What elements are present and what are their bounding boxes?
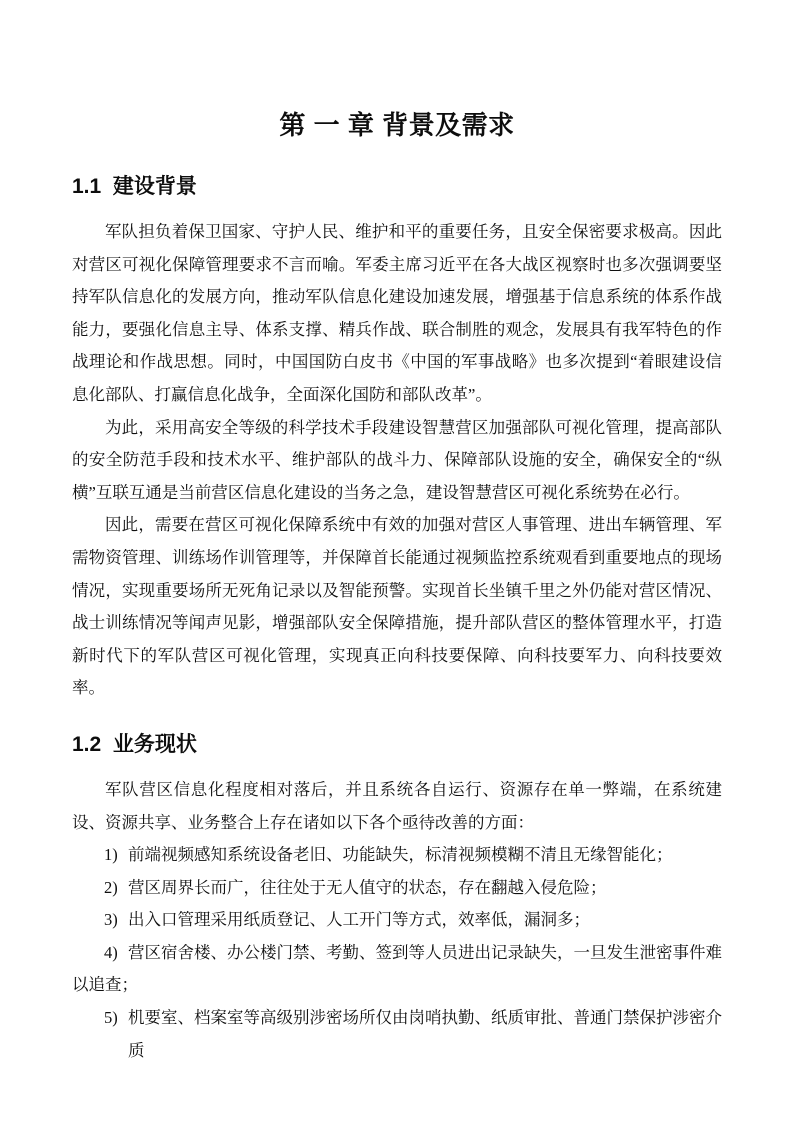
list-item [72,839,722,872]
list-item-text: 营区周界长而广，往往处于无人值守的状态，存在翻越入侵危险； [128,877,607,897]
section-heading-1-1: 1.1 建设背景 [72,175,197,198]
paragraph-1-2-1: 军队营区信息化程度相对落后，并且系统各自运行、资源存在单一弊端，在系统建设、资源共享、业务整合上存在诸如以下各个亟待改善的方面： [72,779,722,832]
list-item-marker: 4) [104,942,118,962]
paragraph-1-1-3: 因此，需要在营区可视化保障系统中有效的加强对营区人事管理、进出车辆管理、军需物资管理、训练场作训管理等，并保障首长能通过视频监控系统观看到重要地点的现场情况，实现重要场所无死角记录以及智能预警。实现首长坐镇千里之外仍能对营区情况、战士训练情况等闻声见影，增强部队安全保障措施，提升部队营区的整体管理水平，打造新时代下的军队营区可视化管理，实现真正向科技要保障、向科技要军力、向科技要效率。 [72,515,722,698]
business-status-list [72,839,722,1067]
list-item-marker: 3) [104,910,118,930]
paragraph-1-1-2: 为此，采用高安全等级的科学技术手段建设智慧营区加强部队可视化管理，提高部队的安全防范手段和技术水平、维护部队的战斗力、保障部队设施的安全，确保安全的“纵横”互联互通是当前营区信息化建设的当务之急，建设智慧营区可视化系统势在必行。 [72,417,722,502]
list-item-marker: 2) [104,877,118,897]
list-item-marker: 5) [104,1008,118,1028]
list-item-marker: 1) [104,845,118,865]
list-item-text: 营区宿舍楼、办公楼门禁、考勤、签到等人员进出记录缺失，一旦发生泄密事件难以追查； [72,942,722,995]
chapter-title: 第 一 章 背景及需求 [279,110,515,140]
list-item-text: 前端视频感知系统设备老旧、功能缺失，标清视频模糊不清且无缘智能化； [128,845,673,865]
list-item-text: 机要室、档案室等高级别涉密场所仅由岗哨执勤、纸质审批、普通门禁保护涉密介质 [128,1008,722,1060]
paragraph-1-1-1: 军队担负着保卫国家、守护人民、维护和平的重要任务，且安全保密要求极高。因此对营区可视化保障管理要求不言而喻。军委主席习近平在各大战区视察时也多次强调要坚持军队信息化的发展方向，推动军队信息化建设加速发展，增强基于信息系统的体系作战能力，要强化信息主导、体系支撑、精兵作战、联合制胜的观念，发展具有我军特色的作战理论和作战思想。同时，中国国防白皮书《中国的军事战略》也多次提到“着眼建设信息化部队、打赢信息化战争，全面深化国防和部队改革”。 [72,222,722,404]
list-item [72,937,722,1002]
list-item [72,1002,722,1067]
list-item-text: 出入口管理采用纸质登记、人工开门等方式，效率低，漏洞多； [128,910,590,930]
list-item [72,872,722,905]
section-heading-1-2: 1.2 业务现状 [72,732,197,756]
list-item [72,904,722,937]
